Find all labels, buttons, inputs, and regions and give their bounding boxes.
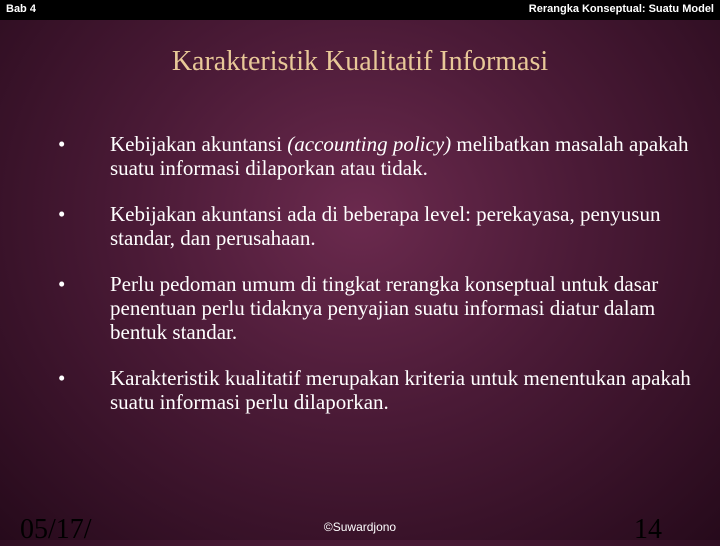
bullet-text: Kebijakan akuntansi ada di beberapa level: perekayasa, penyusun standar, dan perusahaan. [110, 202, 661, 250]
bullet-marker: • [58, 132, 66, 156]
bullet-item [58, 272, 698, 344]
bullet-text: Perlu pedoman umum di tingkat rerangka konseptual untuk dasar penentuan perlu tidaknya penyajian suatu informasi diatur dalam bentuk standar. [110, 272, 659, 344]
page-number: 14 [634, 514, 662, 545]
bullet-text-italic: (accounting policy) [287, 132, 452, 156]
bullet-text-plain: Kebijakan akuntansi [110, 132, 288, 156]
bullet-text: Karakteristik kualitatif merupakan kriteria untuk menentukan apakah suatu informasi perlu dilaporkan. [110, 366, 691, 414]
footer-date: 05/17/ [20, 514, 92, 545]
header-bar [0, 0, 720, 20]
slide-title: Karakteristik Kualitatif Informasi [171, 46, 549, 77]
bullet-list [58, 132, 698, 414]
bullet-marker: • [58, 272, 66, 296]
bullet-item [58, 366, 698, 414]
bullet-marker: • [58, 202, 66, 226]
bullet-item [58, 202, 698, 250]
chapter-title: Rerangka Konseptual: Suatu Model [528, 3, 714, 15]
chapter-label: Bab 4 [6, 3, 36, 15]
footer-copyright: ©Suwardjono [323, 520, 397, 534]
bullet-marker: • [58, 366, 66, 390]
bullet-item [58, 132, 698, 180]
bullet-text-plain: melibatkan masalah apakah suatu informasi dilaporkan atau tidak. [110, 132, 689, 180]
